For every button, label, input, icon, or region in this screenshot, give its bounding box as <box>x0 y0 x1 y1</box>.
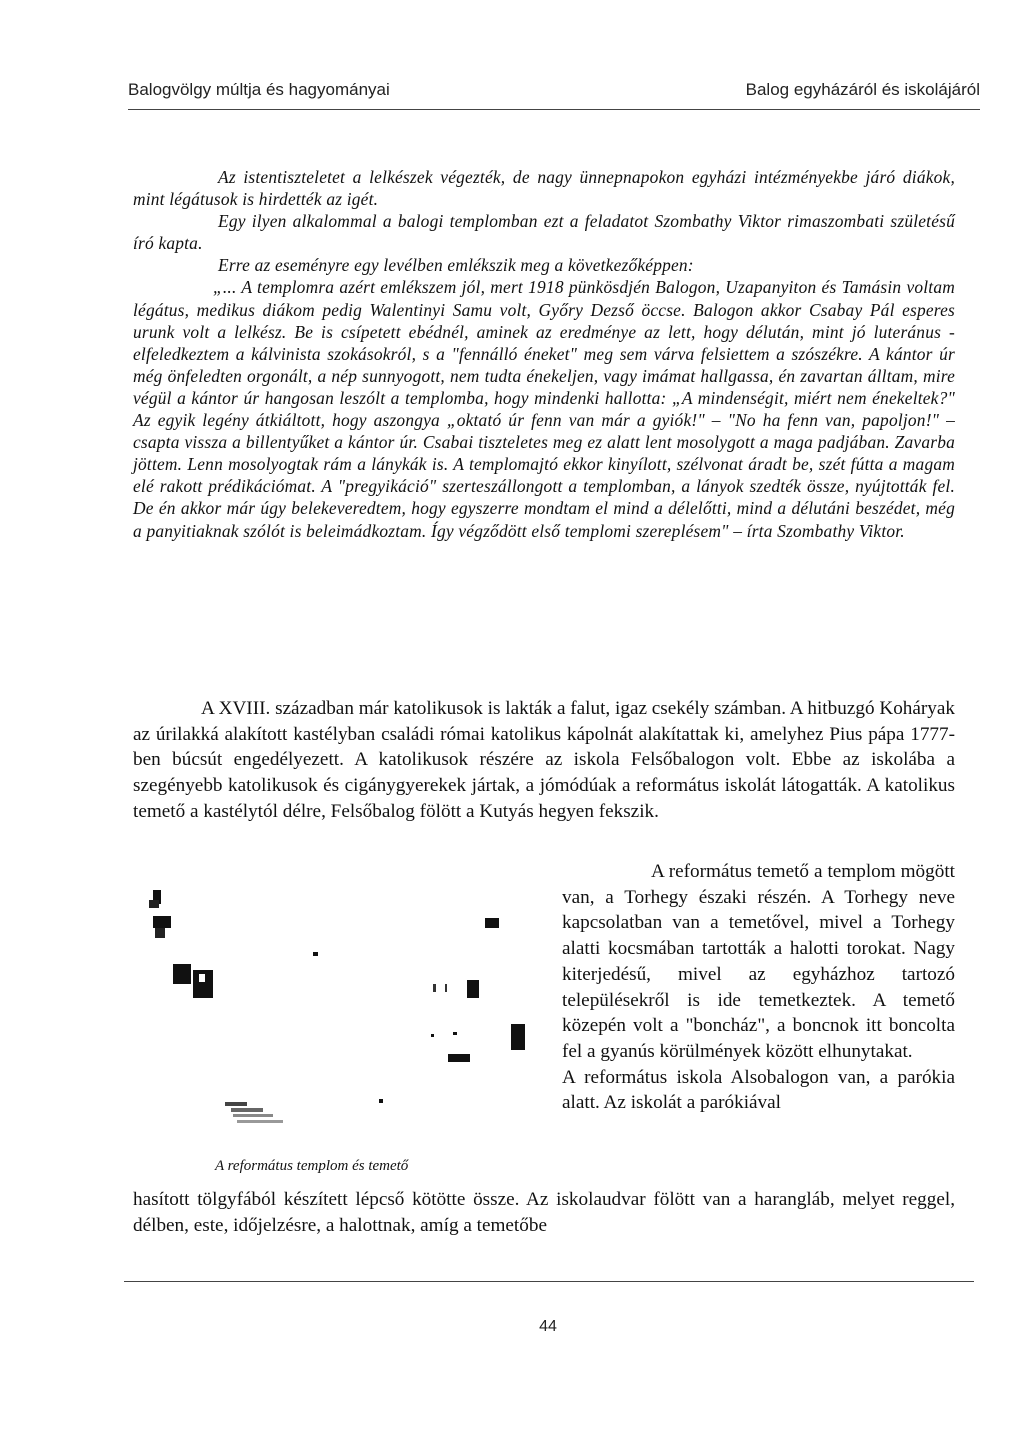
italic-paragraph-2: Egy ilyen alkalommal a balogi templomban ezt a feladatot Szombathy Viktor rimaszombati születésű író kapta. <box>133 211 955 254</box>
header-chapter-title: Balog egyházáról és iskolájáról <box>745 80 980 99</box>
quoted-letter-block <box>133 166 955 542</box>
italic-paragraph-4: „... A templomra azért emlékszem jól, mert 1918 pünkösdjén Balogon, Uzapanyiton és Tamásin voltam légátus, medikus diákom pedig Walentinyi Samu volt, Győry Dezső öccse. Balogon akkor Csabay Pál esperes urunk volt a lelkész. Be is csípetett ebédnél, aminek az eredménye az lett, hogy délután, mint jó luteránus - elfeledkeztem a kálvinista szokásokról, s a "fennálló éneket" meg sem várva felsiettem a szószékre. A kántor úr még önfeledten orgonált, a nép sunnyogott, nem tudta énekeljen, vagy imámat hallgassa, én zavartan álltam, mire végül a kántor úr hangosan leszólt a templomba, hogy mindenki hallotta: „A mindenségit, miért nem énekeltek?" Az egyik legény átkiáltott, hogy aszongya „oktató úr fenn van már a gyiók!" – "No ha fenn van, papoljon!" – csapta vissza a billentyűket a kántor úr. Csabai tiszteletes meg ez alatt lent mosolygott a maga padjában. Zavarba jöttem. Lenn mosolyogtak rám a lánykák is. A templomajtó ekkor kinyílott, szélvonat áradt be, szét fútta a magam elé rakott prédikációmat. A "pregyikáció" szerteszállongott a templomban, a lányok szedték össze, nyújtották fel. De én akkor már úgy belekeveredtem, hogy egyszerre mondtam el mind a délelőtti, mind a délutáni beszédet, még a panyitiaknak szólót is beleimádkoztam. Így végződött első templomi szereplésem" – írta Szombathy Viktor. <box>133 277 955 541</box>
catholic-paragraph: A XVIII. században már katolikusok is lakták a falut, igaz csekély számban. A hitbuzgó Koháryak az úrilakká alakított kastélyban családi római katolikus kápolnát alakítattak ki, amelyhez Pius pápa 1777-ben búcsút engedélyezett. A katolikusok részére az iskola Felsőbalogon volt. Ebbe az iskolába a szegényebb katolikusok és cigánygyerekek jártak, a jómódúak a református iskolát látogatták. A katolikus temető a kastélytól délre, Felsőbalog fölött a Kutyás hegyen fekszik. <box>133 698 955 822</box>
wrapped-text-column <box>562 859 955 1116</box>
body-paragraph <box>133 696 955 825</box>
header-book-title: Balogvölgy múltja és hagyományai <box>128 80 390 99</box>
footer-rule <box>124 1281 974 1282</box>
running-header <box>128 80 980 100</box>
italic-paragraph-1: Az istentiszteletet a lelkészek végezték, de nagy ünnepnapokon egyházi intézményekbe járó diákok, mint légátusok is hirdették az igét. <box>133 167 955 210</box>
continued-text <box>133 1187 955 1238</box>
bottom-paragraph: hasított tölgyfából készített lépcső kötötte össze. Az iskolaudvar fölött van a harangláb, melyet reggel, délben, este, időjelzésre, a halottnak, amíg a temetőbe <box>133 1189 955 1236</box>
reformed-cemetery-paragraph: A református temető a templom mögött van, a Torhegy északi részén. A Torhegy neve kapcsolatban van a temetővel, mivel a Torhegy alatti kocsmában tartották a halotti torokat. Nagy kiterjedésű, mivel az egyházhoz tartozó településekről is ide temetkeztek. A temető közepén volt a "boncház", a boncnok itt boncolta fel a gyanús körülmények között elhunytakat. <box>562 861 955 1062</box>
header-rule <box>128 109 980 110</box>
page-number: 44 <box>539 1318 557 1335</box>
church-photo <box>133 884 543 1154</box>
italic-paragraph-3: Erre az eseményre egy levélben emlékszik meg a következőképpen: <box>218 255 694 276</box>
reformed-school-paragraph: A református iskola Alsobalogon van, a parókia alatt. Az iskolát a parókiával <box>562 1066 955 1114</box>
church-photo-figure <box>133 884 543 1184</box>
figure-caption: A református templom és temető <box>215 1158 409 1174</box>
